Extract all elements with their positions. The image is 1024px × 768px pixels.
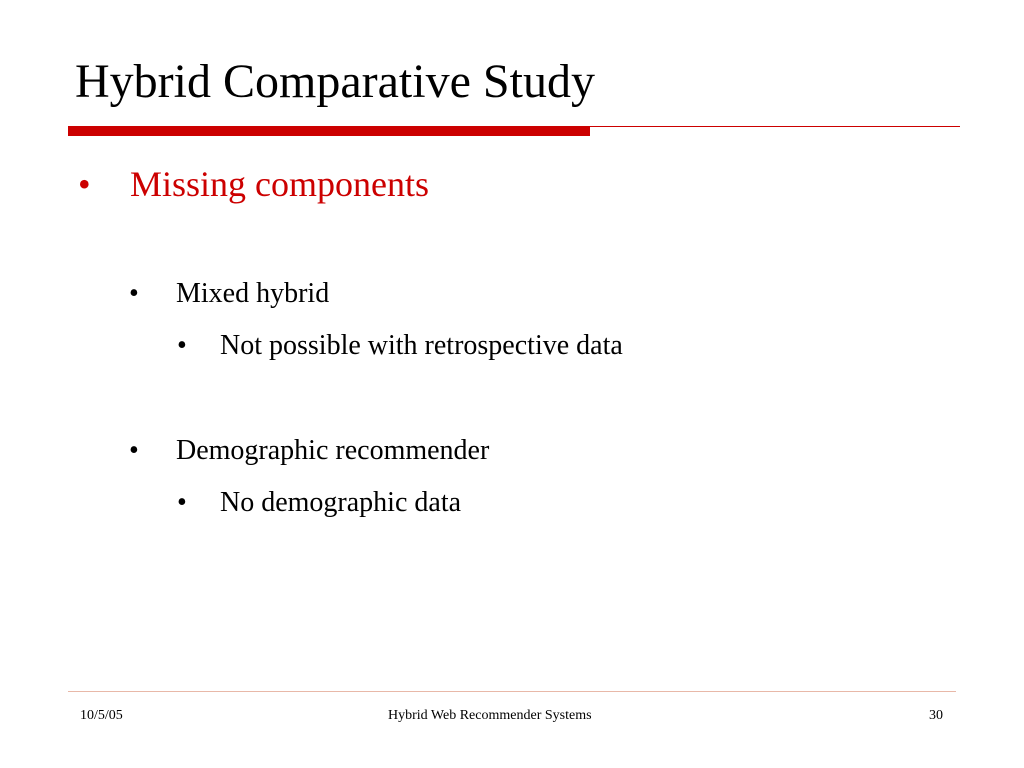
bullet-dot: • [177,487,187,518]
slide-title: Hybrid Comparative Study [75,55,595,108]
title-underline-thick [68,126,590,136]
footer-date: 10/5/05 [80,708,123,723]
bullet-text: Mixed hybrid [176,278,330,309]
bullet-dot: • [177,330,187,361]
bullet-dot: • [129,278,139,309]
title-underline-thin [590,126,960,127]
bullet-dot: • [78,164,91,204]
footer-divider [68,691,956,692]
bullet-text: Not possible with retrospective data [220,330,623,361]
footer-page-number: 30 [929,708,943,723]
bullet-dot: • [129,435,139,466]
bullet-text: Demographic recommender [176,435,490,466]
bullet-text: Missing components [130,164,430,204]
bullet-text: No demographic data [220,487,462,518]
footer-presentation-title: Hybrid Web Recommender Systems [388,708,592,723]
